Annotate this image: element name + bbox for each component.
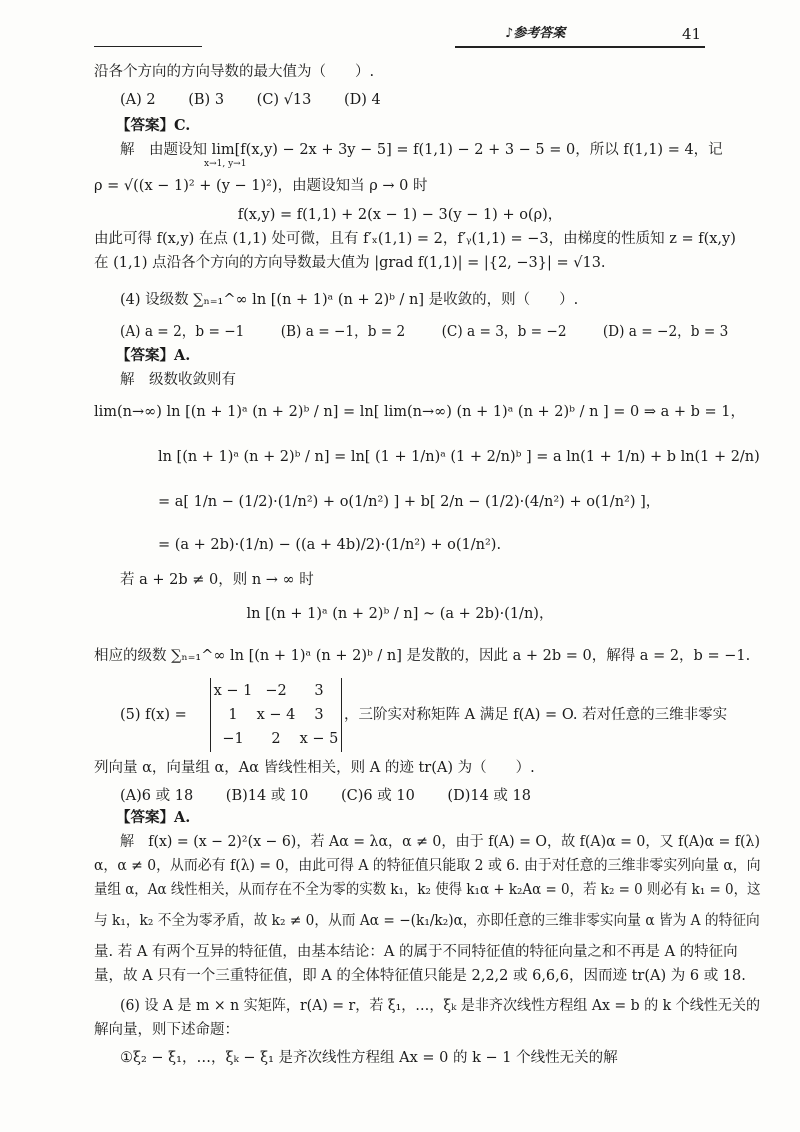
matrix-cell: −1 bbox=[222, 731, 244, 747]
header-left-rule bbox=[94, 46, 202, 47]
question-line-31: 解向量，则下述命题： bbox=[94, 1022, 239, 1038]
option-b: (B) a = −1，b = 2 bbox=[280, 324, 406, 340]
limit-subscript: x→1, y→1 bbox=[204, 159, 247, 169]
solution-line-08: 在 (1,1) 点沿各个方向的方向导数最大值为 |grad f(1,1)| = |{2, −3}| = √13. bbox=[94, 255, 606, 271]
solution-line-19: 相应的级数 ∑ₙ₌₁^∞ ln [(n + 1)ᵃ (n + 2)ᵇ / n] 是发散的，因此 a + 2b = 0，解得 a = 2，b = −1. bbox=[94, 648, 751, 664]
solution-line-24: 解 f(x) = (x − 2)²(x − 6)，若 Aα = λα，α ≠ 0，由于 f(A) = O，故 f(A)α = 0，又 f(A)α = f(λ) bbox=[120, 834, 761, 850]
question-5-prefix: (5) f(x) = bbox=[120, 707, 187, 723]
solution-line-28: 量. 若 A 有两个互异的特征值，由基本结论：A 的属于不同特征值的特征向量之和不再是 A 的特征向 bbox=[94, 944, 738, 960]
option-d: (D) 4 bbox=[343, 92, 381, 108]
option-d: (D)14 或 18 bbox=[447, 788, 531, 804]
solution-line-17: 若 a + 2b ≠ 0，则 n → ∞ 时 bbox=[120, 572, 314, 588]
solution-line-12: 解 级数收敛则有 bbox=[120, 372, 236, 388]
option-a: (A)6 或 18 bbox=[120, 788, 194, 804]
option-a: (A) a = 2，b = −1 bbox=[120, 324, 245, 340]
options-row-4 bbox=[120, 322, 760, 342]
solution-line-04: 解 由题设知 lim[f(x,y) − 2x + 3y − 5] = f(1,1) − 2 + 3 − 5 = 0，所以 f(1,1) = 4，记 bbox=[120, 142, 723, 158]
formula-line-14: ln [(n + 1)ᵃ (n + 2)ᵇ / n] = ln[ (1 + 1/n)ᵃ (1 + 2/n)ᵇ ] = a ln(1 + 1/n) + b ln(1 + 2/n) bbox=[158, 449, 760, 465]
question-line-09: (4) 设级数 ∑ₙ₌₁^∞ ln [(n + 1)ᵃ (n + 2)ᵇ / n] 是收敛的，则（ ）. bbox=[120, 292, 579, 308]
option-c: (C) a = 3，b = −2 bbox=[441, 324, 567, 340]
matrix-cell: 3 bbox=[314, 707, 324, 723]
answer-label-5: 【答案】A. bbox=[116, 809, 191, 826]
matrix-cell: 3 bbox=[314, 683, 324, 699]
options-row-3 bbox=[120, 90, 409, 110]
matrix-cell: x − 5 bbox=[299, 731, 339, 747]
option-b: (B) 3 bbox=[188, 92, 225, 108]
option-b: (B)14 或 10 bbox=[225, 788, 309, 804]
text-line-01: 沿各个方向的方向导数的最大值为（ ）. bbox=[94, 64, 375, 80]
solution-line-27: 与 k₁，k₂ 不全为零矛盾，故 k₂ ≠ 0，从而 Aα = −(k₁/k₂)α，亦即任意的三维非零实向量 α 皆为 A 的特征向 bbox=[94, 913, 760, 929]
page-number: 41 bbox=[682, 25, 702, 43]
formula-line-16: = (a + 2b)·(1/n) − ((a + 4b)/2)·(1/n²) + o(1/n²). bbox=[158, 537, 502, 553]
formula-line-15: = a[ 1/n − (1/2)·(1/n²) + o(1/n²) ] + b[ 2/n − (1/2)·(4/n²) + o(1/n²) ]， bbox=[158, 494, 661, 510]
matrix-cell: x − 4 bbox=[256, 707, 296, 723]
header-right-rule bbox=[455, 46, 705, 48]
solution-line-26: 量组 α，Aα 线性相关，从而存在不全为零的实数 k₁，k₂ 使得 k₁α + k₂Aα = 0，若 k₂ = 0 则必有 k₁ = 0，这 bbox=[94, 882, 761, 898]
matrix-row-3 bbox=[211, 728, 341, 750]
matrix-cell: −2 bbox=[265, 683, 287, 699]
matrix-cell: x − 1 bbox=[213, 683, 253, 699]
determinant-matrix bbox=[210, 678, 342, 752]
statement-1: ①ξ₂ − ξ₁，…，ξₖ − ξ₁ 是齐次线性方程组 Ax = 0 的 k − 1 个线性无关的解 bbox=[120, 1050, 618, 1066]
option-a: (A) 2 bbox=[120, 92, 156, 108]
matrix-row-1 bbox=[211, 680, 341, 702]
options-row-5 bbox=[120, 786, 559, 806]
option-c: (C)6 或 10 bbox=[341, 788, 415, 804]
solution-line-07: 由此可得 f(x,y) 在点 (1,1) 处可微，且有 f′ₓ(1,1) = 2，f′ᵧ(1,1) = −3，由梯度的性质知 z = f(x,y) bbox=[94, 231, 736, 247]
option-d: (D) a = −2，b = 3 bbox=[602, 324, 729, 340]
option-c: (C) √13 bbox=[256, 92, 312, 108]
answer-label-4: 【答案】A. bbox=[116, 347, 191, 364]
header-section-title: ♪参考答案 bbox=[505, 26, 566, 41]
answer-label-3: 【答案】C. bbox=[116, 117, 191, 134]
solution-line-29: 量，故 A 只有一个三重特征值，即 A 的全体特征值只能是 2,2,2 或 6,6,6，因而迹 tr(A) 为 6 或 18. bbox=[94, 968, 746, 984]
question-line-21: 列向量 α，向量组 α，Aα 皆线性相关，则 A 的迹 tr(A) 为（ ）. bbox=[94, 760, 535, 776]
question-5-text: ，三阶实对称矩阵 A 满足 f(A) = O. 若对任意的三维非零实 bbox=[344, 707, 728, 723]
solution-line-05: ρ = √((x − 1)² + (y − 1)²)，由题设知当 ρ → 0 时 bbox=[94, 178, 428, 194]
matrix-row-2 bbox=[211, 704, 341, 726]
formula-line-13: lim(n→∞) ln [(n + 1)ᵃ (n + 2)ᵇ / n] = ln[ lim(n→∞) (n + 1)ᵃ (n + 2)ᵇ / n ] = 0 ⇒ a + b = 1， bbox=[94, 404, 746, 420]
formula-line-18: ln [(n + 1)ᵃ (n + 2)ᵇ / n] ~ (a + 2b)·(1/n)， bbox=[246, 606, 554, 622]
formula-line-06: f(x,y) = f(1,1) + 2(x − 1) − 3(y − 1) + o(ρ)， bbox=[237, 207, 563, 223]
question-line-30: (6) 设 A 是 m × n 实矩阵，r(A) = r，若 ξ₁，…，ξₖ 是非齐次线性方程组 Ax = b 的 k 个线性无关的 bbox=[120, 998, 761, 1014]
matrix-cell: 1 bbox=[228, 707, 238, 723]
matrix-cell: 2 bbox=[271, 731, 281, 747]
solution-line-25: α，α ≠ 0，从而必有 f(λ) = 0，由此可得 A 的特征值只能取 2 或 6. 由于对任意的三维非零实列向量 α，向 bbox=[94, 858, 761, 874]
